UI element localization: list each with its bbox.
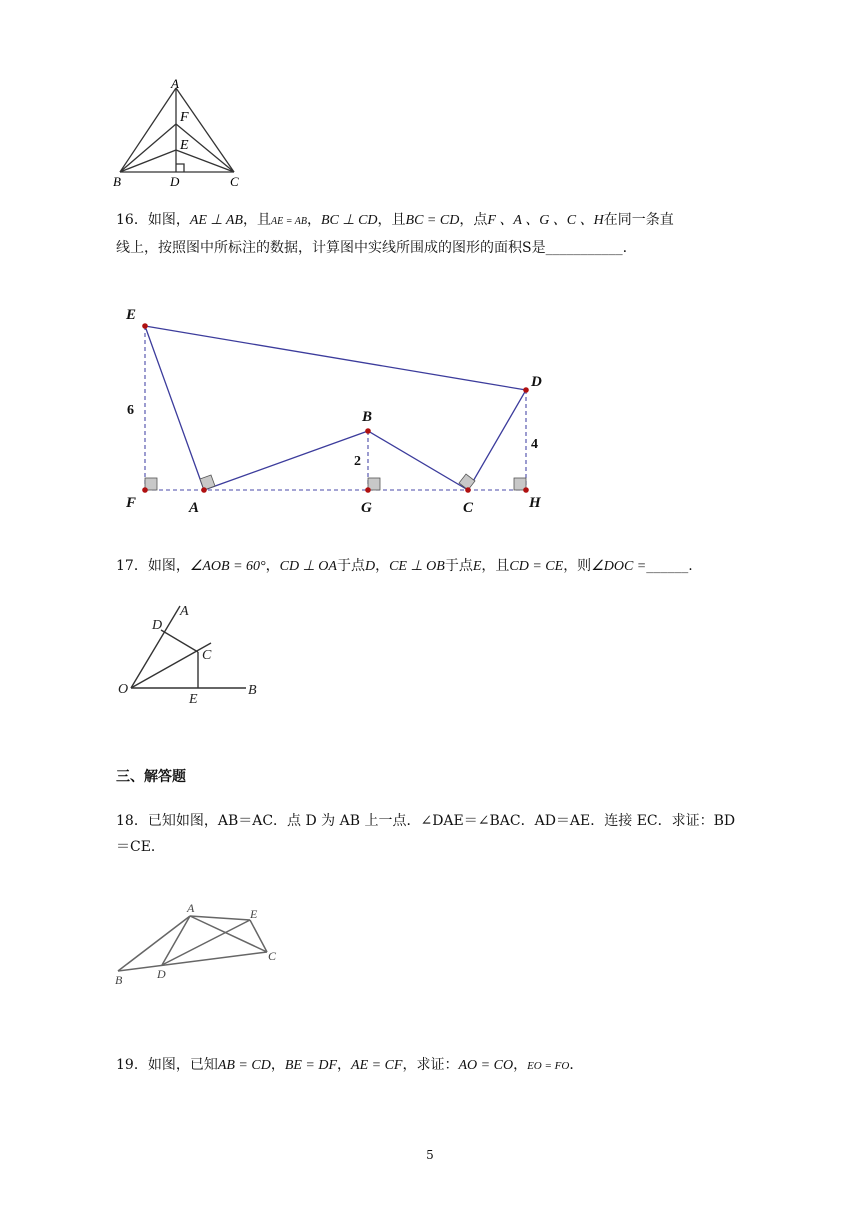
fig16-label-C: C	[463, 500, 474, 516]
fig18-label-B: B	[115, 973, 123, 987]
fig15-label-C: C	[230, 174, 239, 189]
fig16-label-B: B	[362, 409, 373, 425]
fig16-label-D: D	[531, 374, 542, 390]
fig15-label-D: D	[170, 174, 180, 189]
fig17-label-B: B	[248, 683, 257, 698]
fig15-label-F: F	[180, 110, 189, 125]
figure-q16	[116, 300, 566, 522]
fig16-length-2: 2	[354, 454, 361, 469]
fig17-label-E: E	[189, 692, 198, 707]
fig15-label-B: B	[113, 174, 121, 189]
question-19: 19．如图，已知AB = CD，BE = DF，AE = CF，求证：AO = CO，EO = FO．	[116, 1057, 584, 1073]
fig16-label-A: A	[189, 500, 200, 516]
fig16-label-G: G	[361, 500, 372, 516]
question-17: 17．如图，∠AOB = 60°，CD ⊥ OA于点D，CE ⊥ OB于点E，且CD = CE，则∠DOC =______.	[116, 558, 693, 574]
question-16: 16．如图，AE ⊥ AB，且AE = AB，BC ⊥ CD，且BC = CD，点F 、A 、G 、C 、H在同一条直 线上，按照图中所标注的数据，计算图中实线所围成的图形的面积S是___________.	[116, 212, 674, 256]
answer-blank: ___________	[545, 240, 623, 256]
fig16-label-E: E	[126, 307, 137, 323]
fig17-label-C: C	[202, 648, 212, 663]
section-heading: 三、解答题	[116, 769, 186, 785]
fig15-label-A: A	[171, 76, 179, 91]
fig16-length-4: 4	[531, 437, 538, 452]
fig17-label-D: D	[152, 618, 163, 633]
fig17-label-A: A	[180, 604, 189, 619]
fig18-label-D: D	[157, 967, 166, 981]
fig16-label-H: H	[529, 495, 541, 511]
fig16-length-6: 6	[127, 403, 134, 418]
figure-q17	[114, 600, 274, 710]
fig16-label-F: F	[126, 495, 137, 511]
fig15-label-E: E	[180, 138, 189, 153]
question-18: 18．已知如图，AB＝AC．点 D 为 AB 上一点．∠DAE＝∠BAC．AD＝AE．连接 EC．求证：BD ＝CE．	[116, 813, 736, 855]
fig18-label-E: E	[250, 907, 258, 921]
page-number: 5	[426, 1148, 434, 1162]
figure-q15	[110, 76, 260, 192]
fig18-label-A: A	[187, 901, 195, 915]
answer-blank: ______	[646, 558, 689, 574]
figure-q18	[110, 898, 290, 993]
fig18-label-C: C	[268, 949, 277, 963]
fig17-label-O: O	[118, 682, 129, 697]
